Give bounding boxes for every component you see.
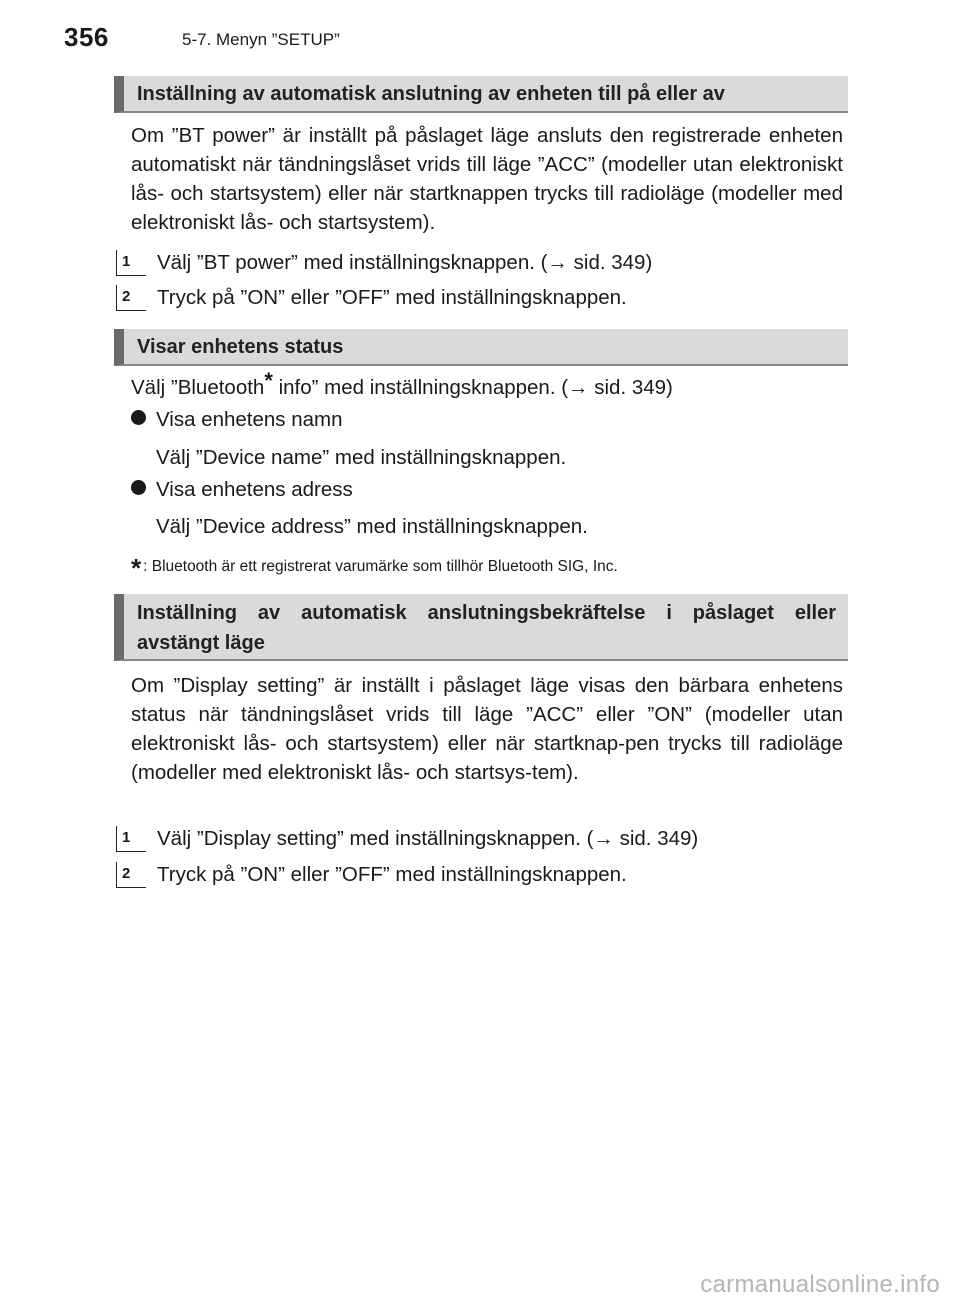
section-heading-line-1: Inställning av automatisk anslutningsbekräftelse i påslaget eller xyxy=(137,602,836,624)
footnote-star: * xyxy=(131,553,142,583)
section-heading-text: Inställning av automatisk anslutning av enheten till på eller av xyxy=(137,83,725,105)
bullet-icon xyxy=(131,410,146,425)
step-text: Tryck på ”ON” eller ”OFF” med inställningsknappen. xyxy=(157,286,627,309)
instruction-text-start: Välj ”Bluetooth xyxy=(131,376,265,399)
section-heading-line-2: avstängt läge xyxy=(137,632,265,654)
bullet-item xyxy=(131,405,343,435)
section-heading-device-status xyxy=(114,329,848,366)
bullet-icon xyxy=(131,480,146,495)
chapter-title: 5-7. Menyn ”SETUP” xyxy=(182,30,340,49)
section-paragraph: Om ”Display setting” är inställt i påslaget läge visas den bärbara enhetens status när tändningslåset vrids till läge ”ACC” eller ”ON” (modeller utan elektroniskt lås- och startsystem) eller när startknap-pen trycks till radioläge (modeller med elektroniskt lås- och startsys-tem). xyxy=(131,674,843,784)
step-text: Välj ”Display setting” med inställningsknappen. (→ sid. 349) xyxy=(157,827,699,850)
section-heading-connection-confirmation xyxy=(114,594,848,661)
step-number: 1 xyxy=(116,826,146,852)
section-heading-text: Visar enhetens status xyxy=(137,336,344,358)
footnote-marker: * xyxy=(264,368,273,393)
section-heading-auto-connect xyxy=(114,76,848,113)
step-text: Välj ”BT power” med inställningsknappen. (→ sid. 349) xyxy=(157,251,653,274)
bullet-label: Visa enhetens adress xyxy=(156,478,353,501)
step-item xyxy=(116,283,856,313)
step-item xyxy=(116,824,856,854)
bullet-detail: Välj ”Device address” med inställningsknappen. xyxy=(156,515,588,538)
bullet-label: Visa enhetens namn xyxy=(156,408,343,431)
watermark: carmanualsonline.info xyxy=(700,1271,940,1298)
step-item xyxy=(116,248,856,278)
device-info-instruction xyxy=(131,368,673,403)
section-paragraph: Om ”BT power” är inställt på påslaget läge ansluts den registrerade enheten automatiskt när tändningslåset vrids till läge ”ACC” (modeller utan elektroniskt lås- och startsystem) eller när startknappen trycks till radioläge (modeller med elektroniskt lås- och startsystem). xyxy=(131,124,843,234)
step-number: 1 xyxy=(116,250,146,276)
bullet-item xyxy=(131,475,353,505)
step-number: 2 xyxy=(116,285,146,311)
footnote xyxy=(131,553,618,584)
bullet-detail: Välj ”Device name” med inställningsknappen. xyxy=(156,446,567,469)
step-text: Tryck på ”ON” eller ”OFF” med inställningsknappen. xyxy=(157,863,627,886)
step-item xyxy=(116,860,856,890)
footnote-text: : Bluetooth är ett registrerat varumärke som tillhör Bluetooth SIG, Inc. xyxy=(143,558,618,575)
page-number: 356 xyxy=(64,22,109,52)
instruction-text-end: info” med inställningsknappen. (→ sid. 349) xyxy=(272,376,673,399)
step-number: 2 xyxy=(116,862,146,888)
